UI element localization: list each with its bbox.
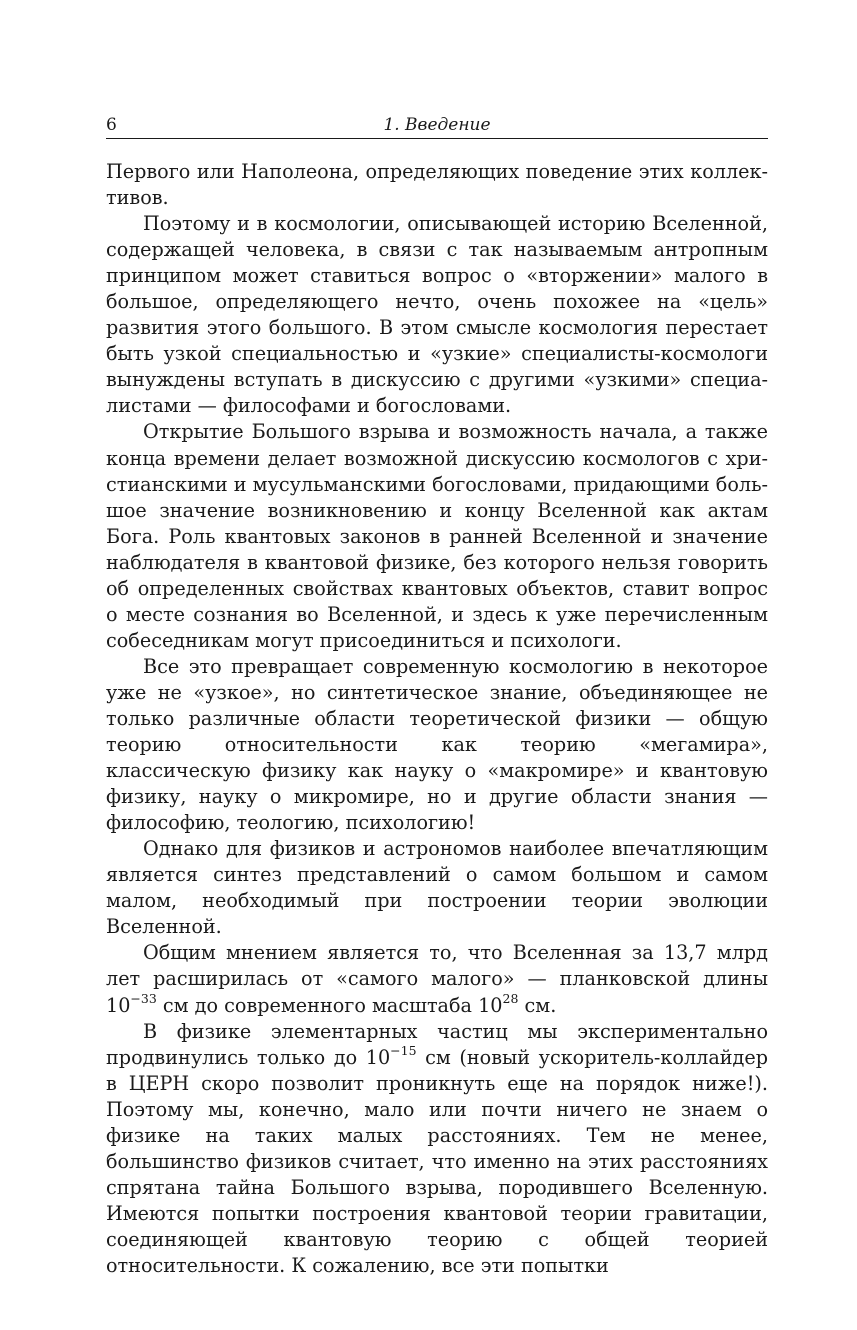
paragraph: Все это превращает современную космологию в некоторое уже не «узкое», но синтетическое знание, объединяющее не только различные области теоретической физики — общую теорию относительности как теорию «мегамира», классическую физику как науку о «макромире» и квантовую физику, науку о микромире, но и другие области знания — философию, теологию, психологию! (106, 654, 768, 835)
text-run: Общим мнением является то, что Вселенная за 13,7 млрд лет расширилась от «самого малого» — планковской длины 10 (106, 941, 768, 1017)
page-number: 6 (106, 115, 117, 135)
body-text (106, 159, 768, 1279)
paragraph-particle-physics (106, 1019, 768, 1279)
chapter-title: 1. Введение (383, 115, 491, 135)
paragraph: Поэтому и в космологии, описывающей историю Вселенной, содержащей человека, в связи с так называемым антропным принципом может ставиться вопрос о «вторжении» малого в большое, определяющего нечто, очень похожее на «цель» развития этого большого. В этом смысле космология перестает быть узкой специальностью и «узкие» специалисты-космологи вынуждены вступать в дискуссию с другими «узкими» специалистами — философами и богословами. (106, 212, 768, 418)
text-run: см до современного масштаба 10 (156, 993, 503, 1017)
text-run: см. (518, 993, 557, 1017)
paragraph-continued: Первого или Наполеона, определяющих поведение этих коллективов. (106, 160, 768, 210)
paragraph-planck-length (106, 940, 768, 1018)
text-run: В физике элементарных частиц мы экспериментально продвинулись только до 10 (106, 1019, 768, 1069)
exponent: −15 (390, 1043, 417, 1059)
exponent: −33 (130, 991, 157, 1007)
paragraph: Открытие Большого взрыва и возможность начала, а также конца времени делает возможной дискуссию космологов с христианскими и мусульманскими богословами, придающими большое значение возникновению и концу Вселенной как актам Бога. Роль квантовых законов в ранней Вселенной и значение наблюдателя в квантовой физике, без которого нельзя говорить об определенных свойствах квантовых объектов, ставит вопрос о месте сознания во Вселенной, и здесь к уже перечисленным собеседникам могут присоединиться и психологи. (106, 420, 768, 652)
paragraph: Однако для физиков и астрономов наиболее впечатляющим является синтез представлений о самом большом и самом малом, необходимый при построении теории эволюции Вселенной. (106, 837, 768, 939)
running-head (106, 112, 768, 139)
book-page (106, 112, 768, 1279)
exponent: 28 (502, 991, 519, 1007)
text-run: см (новый ускоритель-коллайдер в ЦЕРН скоро позволит проникнуть еще на порядок ниже!). Поэтому мы, конечно, мало или почти ничего не знаем о физике на таких малых расстояниях. Тем не менее, большинство физиков считает, что именно на этих расстояниях спрятана тайна Большого взрыва, породившего Вселенную. Имеются попытки построения квантовой теории гравитации, соединяющей квантовую теорию с общей теорией относительности. К сожалению, все эти попытки (106, 1045, 768, 1277)
